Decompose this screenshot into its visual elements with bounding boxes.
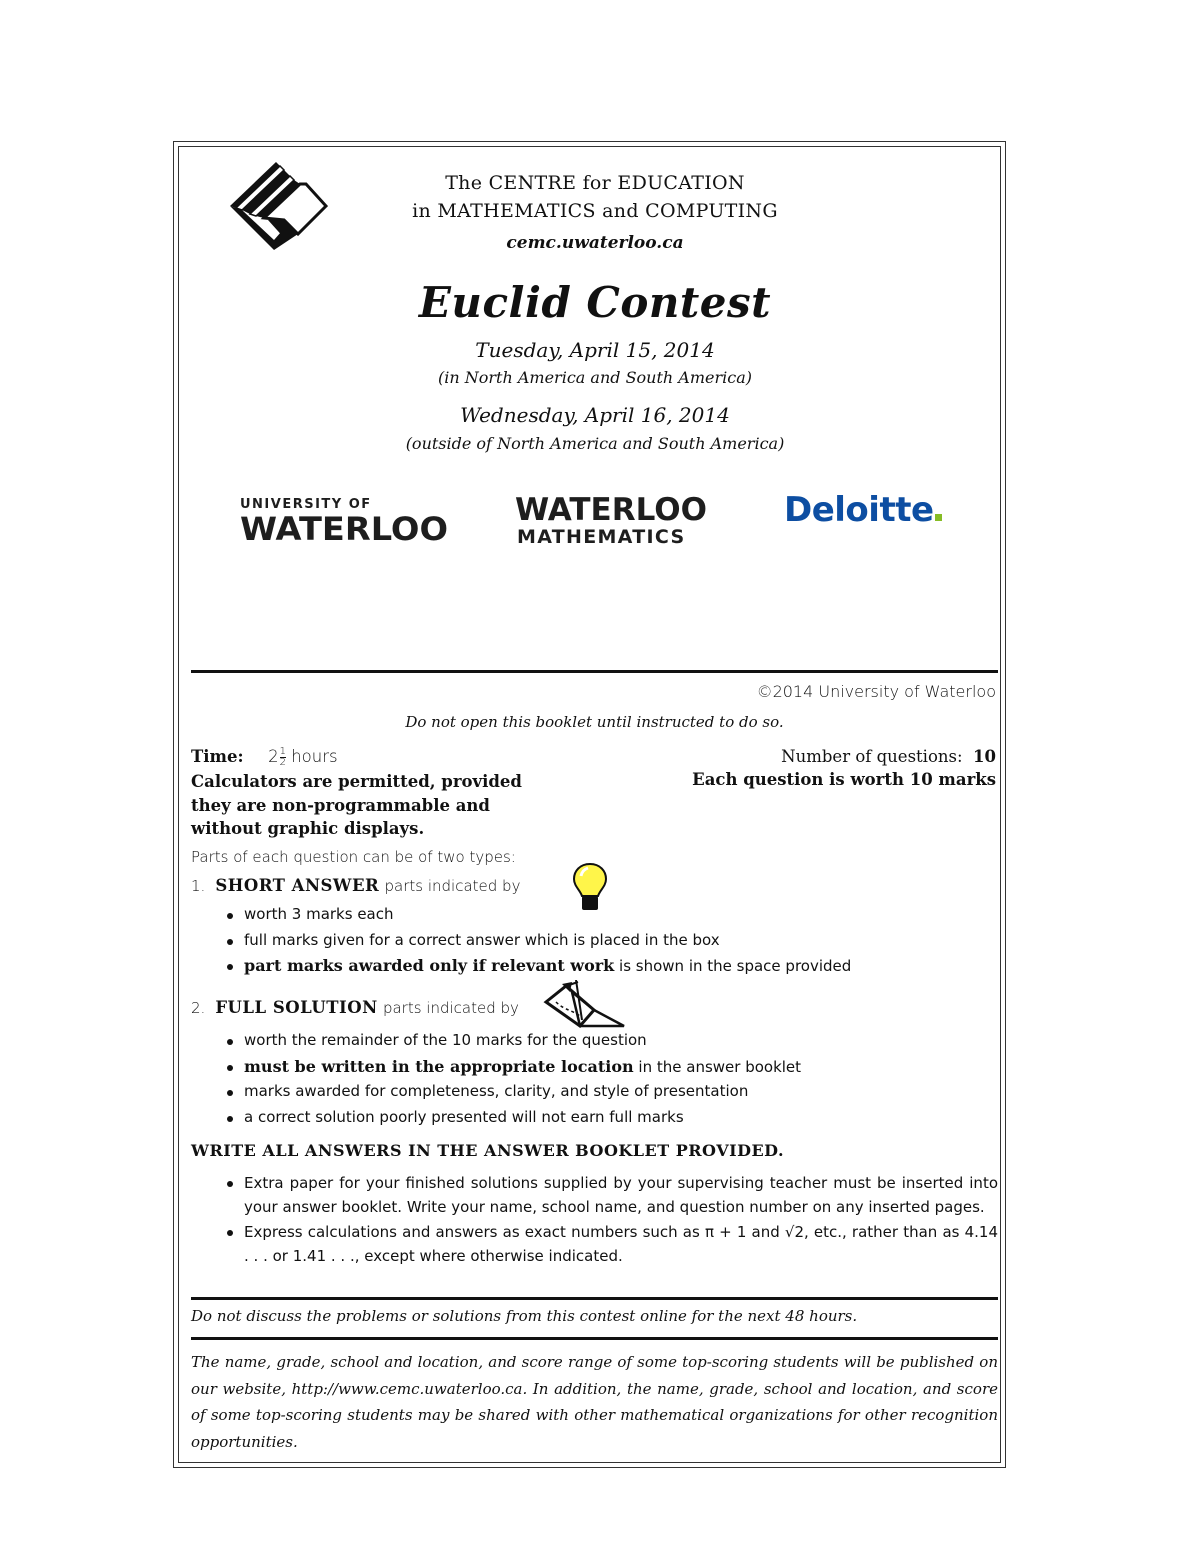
pencil-paper-icon xyxy=(542,980,628,1030)
cemc-diamond-logo-icon xyxy=(228,160,328,252)
answer-booklet-bullets xyxy=(224,1171,998,1269)
results-publication-notice: The name, grade, school and location, and score range of some top-scoring students will be published on our website, http://www.cemc.uwaterloo.ca. In addition, the name, grade, school and location, and score of some top-scoring students may be shared with other mathematical organizations for other recognition opportunities. xyxy=(191,1353,998,1451)
time-label: Time: xyxy=(191,747,244,766)
list-item: marks awarded for completeness, clarity, and style of presentation xyxy=(224,1079,801,1105)
list-item: part marks awarded only if relevant work is shown in the space provided xyxy=(224,953,851,979)
section-divider xyxy=(191,670,998,673)
university-of-waterloo-logo xyxy=(240,497,449,548)
org-name-line2: in MATHEMATICS and COMPUTING xyxy=(412,200,778,222)
deloitte-logo xyxy=(784,490,942,530)
deloitte-dot-icon xyxy=(935,514,942,521)
num-questions-value: 10 xyxy=(973,747,996,766)
section-divider xyxy=(191,1337,998,1340)
org-url: cemc.uwaterloo.ca xyxy=(506,233,684,253)
uw-logo-big-text: WATERLOO xyxy=(240,510,449,548)
time-whole: 2 xyxy=(268,747,279,766)
contest-date-2: Wednesday, April 16, 2014 xyxy=(460,403,730,427)
copyright-notice: ©2014 University of Waterloo xyxy=(756,682,996,701)
uw-logo-small-text: UNIVERSITY OF xyxy=(240,497,372,512)
full-solution-heading: 2. FULL SOLUTION parts indicated by xyxy=(191,998,519,1017)
short-answer-bullets xyxy=(224,902,851,979)
contest-date-1: Tuesday, April 15, 2014 xyxy=(475,338,715,362)
parts-intro: Parts of each question can be of two types: xyxy=(191,848,516,866)
org-name-line1: The CENTRE for EDUCATION xyxy=(445,172,745,194)
num-questions-label: Number of questions: xyxy=(781,747,963,766)
time-fraction: $\frac{1}{2}$ xyxy=(279,746,286,768)
list-item: worth the remainder of the 10 marks for the question xyxy=(224,1028,801,1054)
section-divider xyxy=(191,1297,998,1300)
short-answer-heading: 1. SHORT ANSWER parts indicated by xyxy=(191,876,521,895)
list-item: Extra paper for your finished solutions supplied by your supervising teacher must be inserted into your answer booklet. Write your name, school name, and question number on any inserted pages. xyxy=(224,1171,998,1219)
list-item: worth 3 marks each xyxy=(224,902,851,928)
list-item: must be written in the appropriate location in the answer booklet xyxy=(224,1054,801,1080)
calculator-policy: Calculators are permitted, provided they are non-programmable and without graphic displays. xyxy=(191,772,522,838)
contest-region-1: (in North America and South America) xyxy=(438,368,752,387)
waterloo-mathematics-logo xyxy=(515,494,707,548)
time-allowed xyxy=(191,747,338,768)
contest-region-2: (outside of North America and South America) xyxy=(405,434,785,453)
time-unit: hours xyxy=(291,747,338,766)
full-solution-bullets xyxy=(224,1028,801,1130)
wm-logo-small-text: MATHEMATICS xyxy=(517,526,686,548)
do-not-open-notice: Do not open this booklet until instructed to do so. xyxy=(405,713,784,731)
list-item: a correct solution poorly presented will not earn full marks xyxy=(224,1105,801,1131)
contest-title: Euclid Contest xyxy=(418,278,772,327)
deloitte-logo-text: Deloitte xyxy=(784,490,934,530)
number-of-questions xyxy=(781,747,996,766)
write-all-answers-heading: WRITE ALL ANSWERS IN THE ANSWER BOOKLET PROVIDED. xyxy=(191,1141,785,1160)
wm-logo-big-text: WATERLOO xyxy=(515,492,707,528)
list-item: Express calculations and answers as exact numbers such as π + 1 and √2, etc., rather than as 4.14 . . . or 1.41 . . ., except where otherwise indicated. xyxy=(224,1220,998,1268)
list-item: full marks given for a correct answer which is placed in the box xyxy=(224,928,851,954)
no-discussion-notice: Do not discuss the problems or solutions from this contest online for the next 48 hours. xyxy=(191,1307,858,1325)
marks-per-question: Each question is worth 10 marks xyxy=(692,770,996,789)
